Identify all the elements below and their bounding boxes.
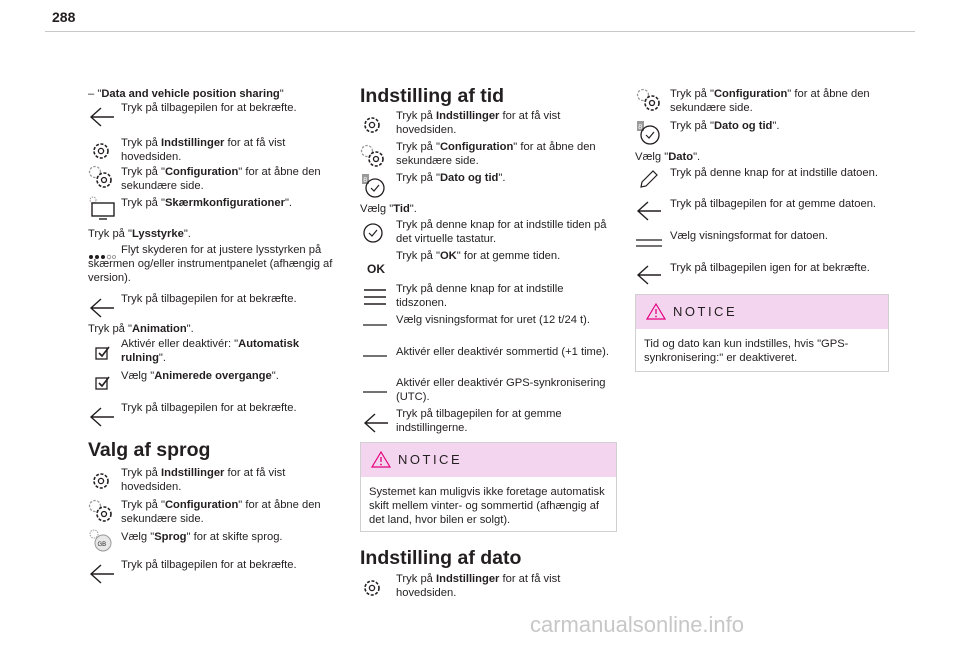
gear-icon	[362, 115, 382, 135]
gear-icon	[362, 578, 382, 598]
date-time-step: Tryk på "Dato og tid".	[396, 172, 506, 184]
ok-step: Tryk på "OK" for at gemme tiden.	[396, 250, 561, 262]
notice-title: NOTICE	[398, 452, 463, 467]
double-gear-icon	[635, 87, 663, 113]
gear-icon	[91, 471, 111, 491]
animated-transitions-step: Vælg "Animerede overgange".	[121, 370, 279, 382]
back-confirm-3: Tryk på tilbagepilen for at bekræfte.	[121, 402, 297, 414]
time-section-title: Indstilling af tid	[360, 85, 505, 107]
settings-step-2: Tryk på Indstillinger for at få vist hovedsiden.	[121, 467, 286, 494]
checkbox-icon	[95, 374, 111, 390]
gear-icon	[91, 141, 111, 161]
date-format-step: Vælg visningsformat for datoen.	[670, 230, 828, 242]
toggle-line-icon	[362, 389, 388, 395]
time-configuration-step: Tryk på "Configuration" for at åbne den sekundære side.	[396, 141, 596, 168]
warning-icon	[646, 302, 666, 320]
warning-icon	[371, 450, 391, 468]
back-confirm-2: Tryk på tilbagepilen for at bekræfte.	[121, 293, 297, 305]
screen-settings-icon	[88, 196, 116, 220]
svg-text:GB: GB	[97, 542, 107, 548]
language-section-title: Valg af sprog	[88, 439, 211, 461]
animation-header: Tryk på "Animation".	[88, 323, 194, 335]
settings-step: Tryk på Indstillinger for at få vist hovedsiden.	[121, 137, 286, 164]
timezone-step: Tryk på denne knap for at indstille tidszonen.	[396, 283, 564, 310]
language-step: Vælg "Sprog" for at skifte sprog.	[121, 531, 283, 543]
time-settings-step: Tryk på Indstillinger for at få vist hovedsiden.	[396, 110, 561, 137]
notice-box-time	[360, 442, 617, 532]
back-arrow-icon	[88, 297, 116, 319]
clock-icon	[361, 173, 387, 199]
toggle-line-icon	[362, 353, 388, 359]
back-arrow-icon	[88, 563, 116, 585]
screen-config-step: Tryk på "Skærmkonfigurationer".	[121, 197, 293, 209]
svg-text:8: 8	[363, 177, 368, 184]
checkbox-icon	[95, 344, 111, 360]
clock-icon	[636, 120, 662, 146]
notice-text: Systemet kan muligvis ikke foretage automatisk skift mellem vinter- og sommertid (afhængig af det land, hvor bilen er solgt).	[369, 486, 605, 527]
top-divider	[45, 31, 915, 32]
pencil-icon	[638, 168, 660, 190]
page-number: 288	[52, 9, 76, 25]
date-format-icon	[635, 238, 663, 248]
configuration-step: Tryk på "Configuration" for at åbne den sekundære side.	[121, 166, 321, 193]
notice-title: NOTICE	[673, 304, 738, 319]
notice-header	[636, 295, 888, 329]
data-sharing-item: – "Data and vehicle position sharing"	[88, 88, 284, 100]
auto-scroll-step: Aktivér eller deaktivér: "Automatisk rulning".	[121, 338, 300, 365]
svg-text:8: 8	[638, 124, 643, 131]
language-flag-icon	[88, 528, 114, 552]
brightness-slider-step: Flyt skyderen for at justere lysstyrken på skærmen og/eller instrumentpanelet (afhængig af version).	[88, 244, 333, 285]
back-confirm-1: Tryk på tilbagepilen for at bekræfte.	[121, 102, 297, 114]
notice-box-date	[635, 294, 889, 372]
summer-time-step: Aktivér eller deaktivér sommertid (+1 time).	[396, 346, 609, 358]
set-date-step: Tryk på denne knap for at indstille datoen.	[670, 167, 878, 179]
set-time-step: Tryk på denne knap for at indstille tiden på det virtuelle tastatur.	[396, 219, 607, 246]
back-arrow-icon	[88, 406, 116, 428]
back-arrow-icon	[635, 264, 663, 286]
back-arrow-icon	[88, 106, 116, 128]
notice-text: Tid og dato kan kun indstilles, hvis "GPS-synkronisering:" er deaktiveret.	[644, 338, 849, 365]
clock-icon	[362, 222, 384, 244]
date-settings-step: Tryk på Indstillinger for at få vist hovedsiden.	[396, 573, 561, 600]
clock-format-step: Vælg visningsformat for uret (12 t/24 t).	[396, 314, 590, 326]
double-gear-icon	[87, 498, 115, 524]
back-confirm-again-step: Tryk på tilbagepilen igen for at bekræfte.	[670, 262, 870, 274]
watermark: carmanualsonline.info	[530, 612, 745, 637]
toggle-line-icon	[362, 322, 388, 328]
double-gear-icon	[87, 164, 115, 190]
date-header: Vælg "Dato".	[635, 151, 701, 163]
back-save-step: Tryk på tilbagepilen for at gemme indstillingerne.	[396, 408, 562, 435]
menu-list-icon	[362, 287, 388, 307]
date-section-title: Indstilling af dato	[360, 547, 522, 569]
back-save-date-step: Tryk på tilbagepilen for at gemme datoen.	[670, 198, 877, 210]
double-gear-icon	[359, 143, 387, 169]
configuration-step-2: Tryk på "Configuration" for at åbne den sekundære side.	[121, 499, 321, 526]
date-configuration-step: Tryk på "Configuration" for at åbne den sekundære side.	[670, 88, 870, 115]
ok-label: OK	[367, 262, 385, 276]
notice-header	[361, 443, 616, 477]
back-confirm-4: Tryk på tilbagepilen for at bekræfte.	[121, 559, 297, 571]
time-header: Vælg "Tid".	[360, 203, 417, 215]
back-arrow-icon	[635, 200, 663, 222]
brightness-header: Tryk på "Lysstyrke".	[88, 228, 191, 240]
back-arrow-icon	[362, 412, 390, 434]
date-time-step-2: Tryk på "Dato og tid".	[670, 120, 780, 132]
gps-sync-step: Aktivér eller deaktivér GPS-synkronisering (UTC).	[396, 377, 606, 404]
